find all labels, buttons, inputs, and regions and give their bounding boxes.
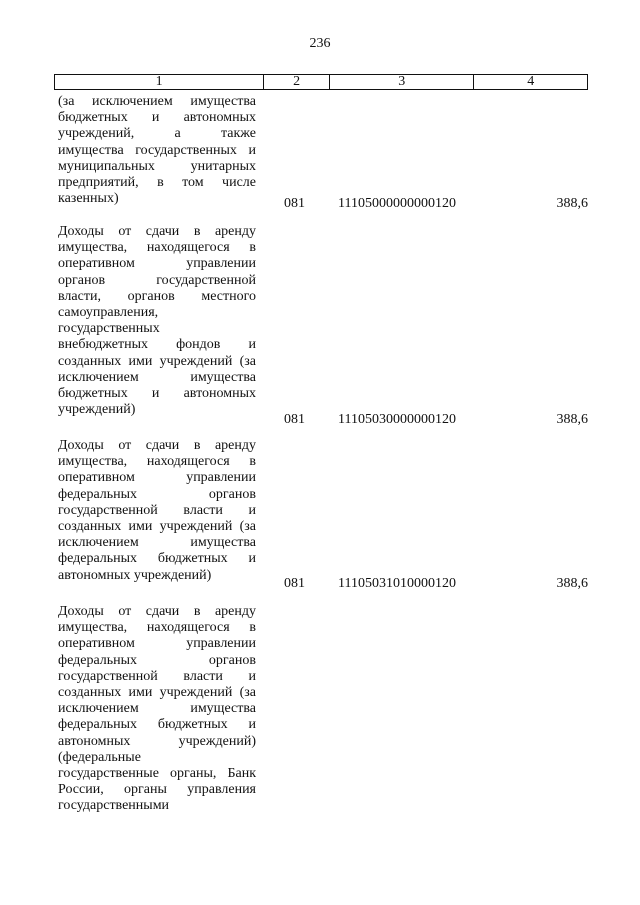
desc-line: самоуправления,	[58, 305, 159, 321]
desc-line: (федеральные	[58, 749, 141, 765]
desc-line: учреждений, а также	[58, 126, 256, 142]
desc-line: (за исключением имущества	[58, 94, 256, 109]
desc-line: муниципальных унитарных	[58, 158, 256, 174]
desc-line: федеральных органов	[58, 486, 256, 502]
desc-line: государственные органы, Банк	[58, 766, 256, 782]
row-description	[58, 94, 256, 207]
desc-line: оперативном управлении	[58, 470, 256, 486]
desc-line: имущества, находящегося в	[58, 240, 256, 256]
desc-line: бюджетных и автономных	[58, 110, 256, 126]
table-header	[54, 74, 588, 90]
kbk-code: 11105000000000120	[338, 196, 456, 211]
desc-line: органов государственной	[58, 272, 256, 288]
table-row	[58, 438, 588, 596]
desc-line: созданных ими учреждений (за	[58, 519, 256, 535]
desc-line: России, органы управления	[58, 782, 256, 798]
amount: 388,6	[556, 576, 588, 591]
desc-line: оперативном управлении	[58, 256, 256, 272]
table-row	[58, 224, 588, 430]
table-row	[58, 94, 588, 214]
amount: 388,6	[556, 412, 588, 427]
desc-line: имущества, находящегося в	[58, 620, 256, 636]
desc-line: власти, органов местного	[58, 288, 256, 304]
desc-line: государственной власти и	[58, 502, 256, 518]
kbk-code: 11105031010000120	[338, 576, 456, 591]
desc-line: внебюджетных фондов и	[58, 337, 256, 353]
desc-line: исключением имущества	[58, 701, 256, 717]
desc-line: учреждений)	[58, 402, 136, 418]
desc-line: федеральных бюджетных и	[58, 717, 256, 733]
row-description	[58, 604, 256, 815]
desc-line: исключением имущества	[58, 369, 256, 385]
desc-line: казенных)	[58, 191, 119, 207]
desc-line: оперативном управлении	[58, 636, 256, 652]
desc-line: Доходы от сдачи в аренду	[58, 604, 256, 619]
desc-line: Доходы от сдачи в аренду	[58, 224, 256, 239]
header-col-4: 4	[527, 74, 535, 89]
header-col-1: 1	[55, 75, 264, 89]
row-description	[58, 438, 256, 584]
desc-line: государственной власти и	[58, 668, 256, 684]
admin-code: 081	[284, 576, 305, 591]
desc-line: автономных учреждений)	[58, 567, 212, 583]
desc-line: имущества государственных и	[58, 142, 256, 158]
desc-line: автономных учреждений)	[58, 733, 256, 749]
header-col-3: 3	[330, 75, 474, 89]
desc-line: государственных	[58, 321, 160, 337]
desc-line: государственными	[58, 798, 170, 814]
table-row	[58, 604, 588, 834]
desc-line: Доходы от сдачи в аренду	[58, 438, 256, 453]
admin-code: 081	[284, 412, 305, 427]
desc-line: созданных ими учреждений (за	[58, 353, 256, 369]
desc-line: имущества, находящегося в	[58, 454, 256, 470]
desc-line: федеральных органов	[58, 652, 256, 668]
page-number: 236	[309, 36, 331, 51]
desc-line: предприятий, в том числе	[58, 175, 256, 191]
admin-code: 081	[284, 196, 305, 211]
desc-line: федеральных бюджетных и	[58, 551, 256, 567]
desc-line: созданных ими учреждений (за	[58, 685, 256, 701]
kbk-code: 11105030000000120	[338, 412, 456, 427]
desc-line: бюджетных и автономных	[58, 386, 256, 402]
header-col-2: 2	[264, 75, 330, 89]
desc-line: исключением имущества	[58, 535, 256, 551]
row-description	[58, 224, 256, 418]
amount: 388,6	[556, 196, 588, 211]
